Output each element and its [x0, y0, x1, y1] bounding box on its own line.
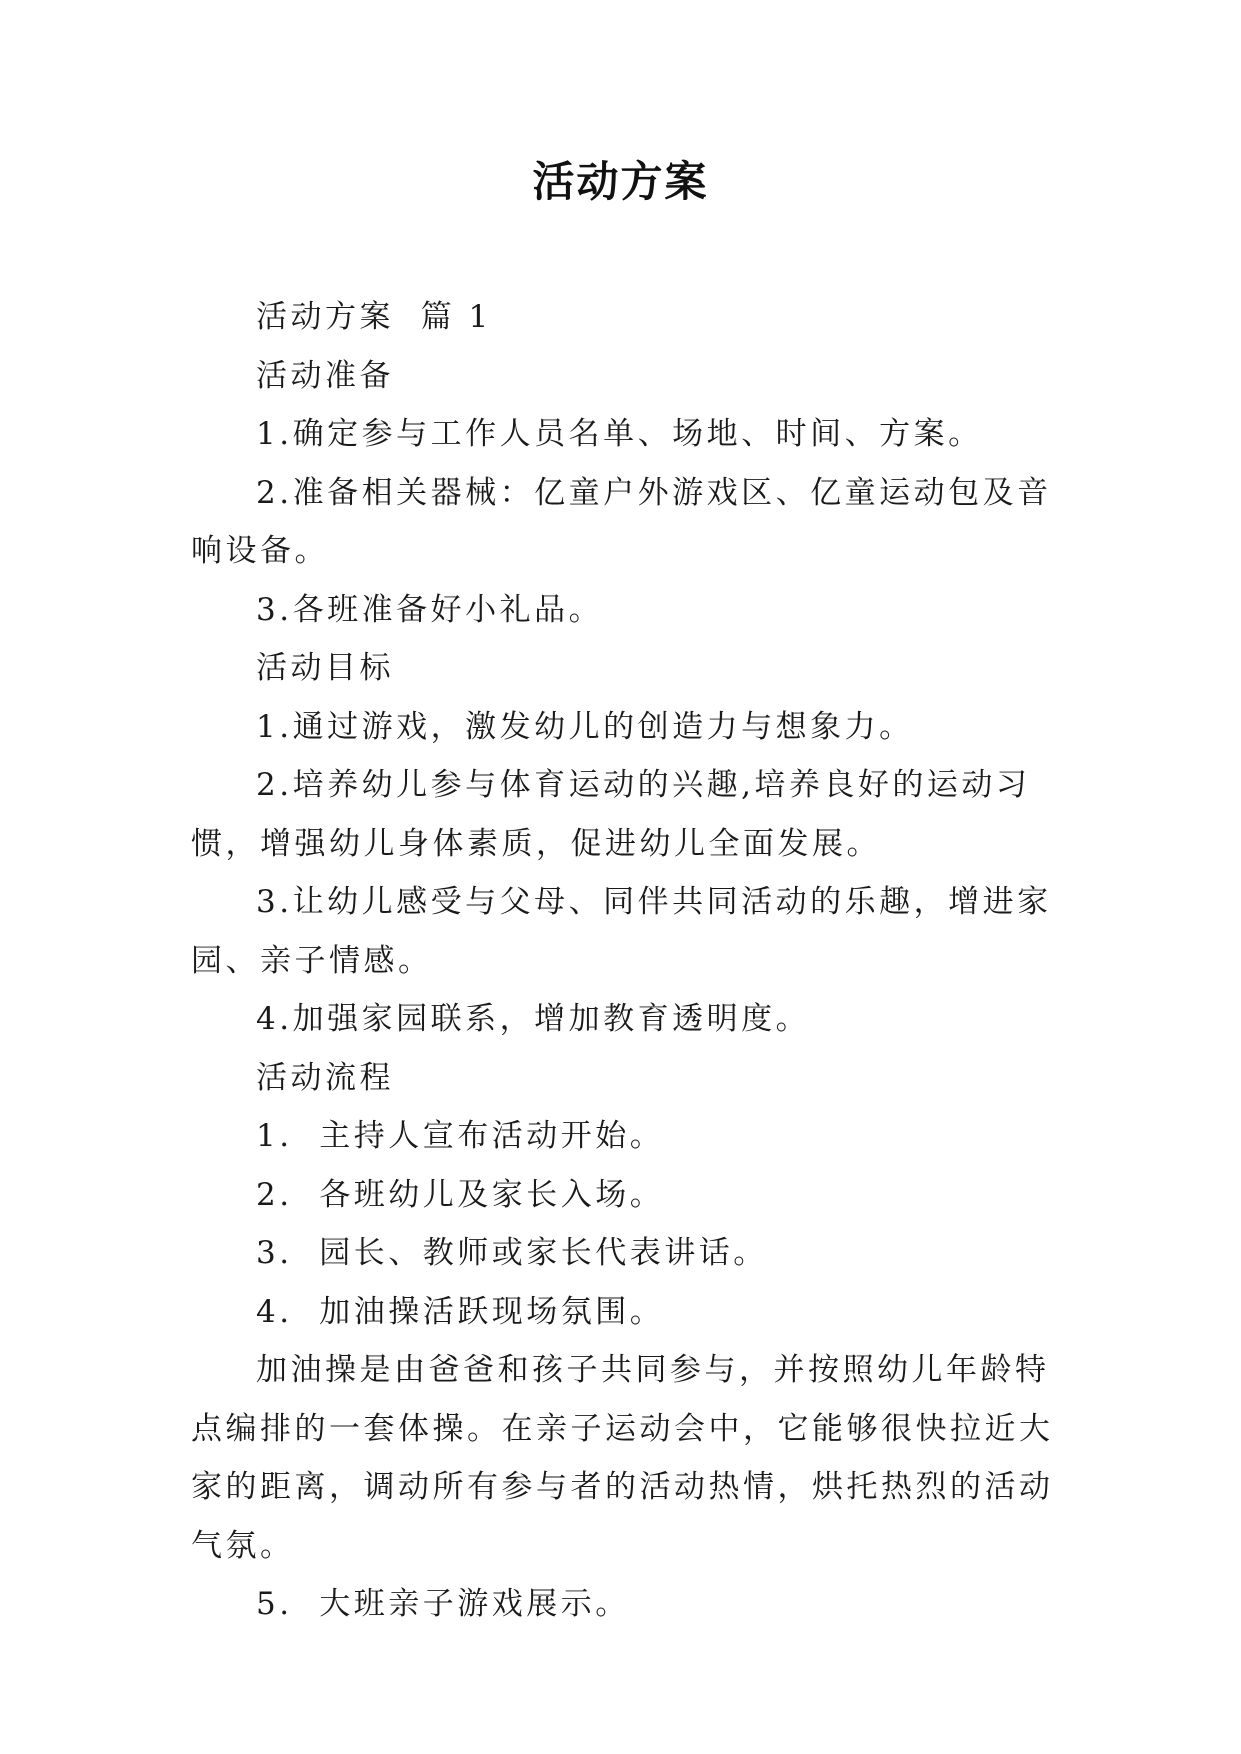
paragraph: 1.确定参与工作人员名单、场地、时间、方案。 — [256, 416, 983, 452]
list-item: 1. 主持人宣布活动开始。 — [256, 1118, 665, 1154]
document-title: 活动方案 — [532, 157, 709, 206]
list-item: 5. 大班亲子游戏展示。 — [256, 1586, 630, 1622]
list-item: 2. 各班幼儿及家长入场。 — [256, 1176, 665, 1213]
paragraph: 3.各班准备好小礼品。 — [256, 591, 604, 628]
document-body — [191, 288, 1061, 1634]
section-heading: 活动准备 — [256, 357, 394, 394]
section-heading: 活动目标 — [256, 650, 394, 686]
paragraph: 1.通过游戏，激发幼儿的创造力与想象力。 — [256, 708, 914, 745]
list-item: 3. 园长、教师或家长代表讲话。 — [256, 1235, 768, 1271]
paragraph: 2.培养幼儿参与体育运动的兴趣,培养良好的运动习惯，增强幼儿身体素质，促进幼儿全面发展。 — [191, 767, 1031, 862]
paragraph: 3.让幼儿感受与父母、同伴共同活动的乐趣，增进家园、亲子情感。 — [191, 884, 1052, 979]
paragraph: 加油操是由爸爸和孩子共同参与，并按照幼儿年龄特点编排的一套体操。在亲子运动会中，它能够很快拉近大家的距离，调动所有参与者的活动热情，烘托热烈的活动气氛。 — [191, 1352, 1054, 1564]
section-heading: 活动方案 篇 1 — [256, 299, 492, 335]
paragraph: 2.准备相关器械：亿童户外游戏区、亿童运动包及音响设备。 — [191, 474, 1052, 569]
section-heading: 活动流程 — [256, 1059, 394, 1096]
list-item: 4. 加油操活跃现场氛围。 — [256, 1293, 665, 1330]
paragraph: 4.加强家园联系，增加教育透明度。 — [256, 1001, 811, 1037]
